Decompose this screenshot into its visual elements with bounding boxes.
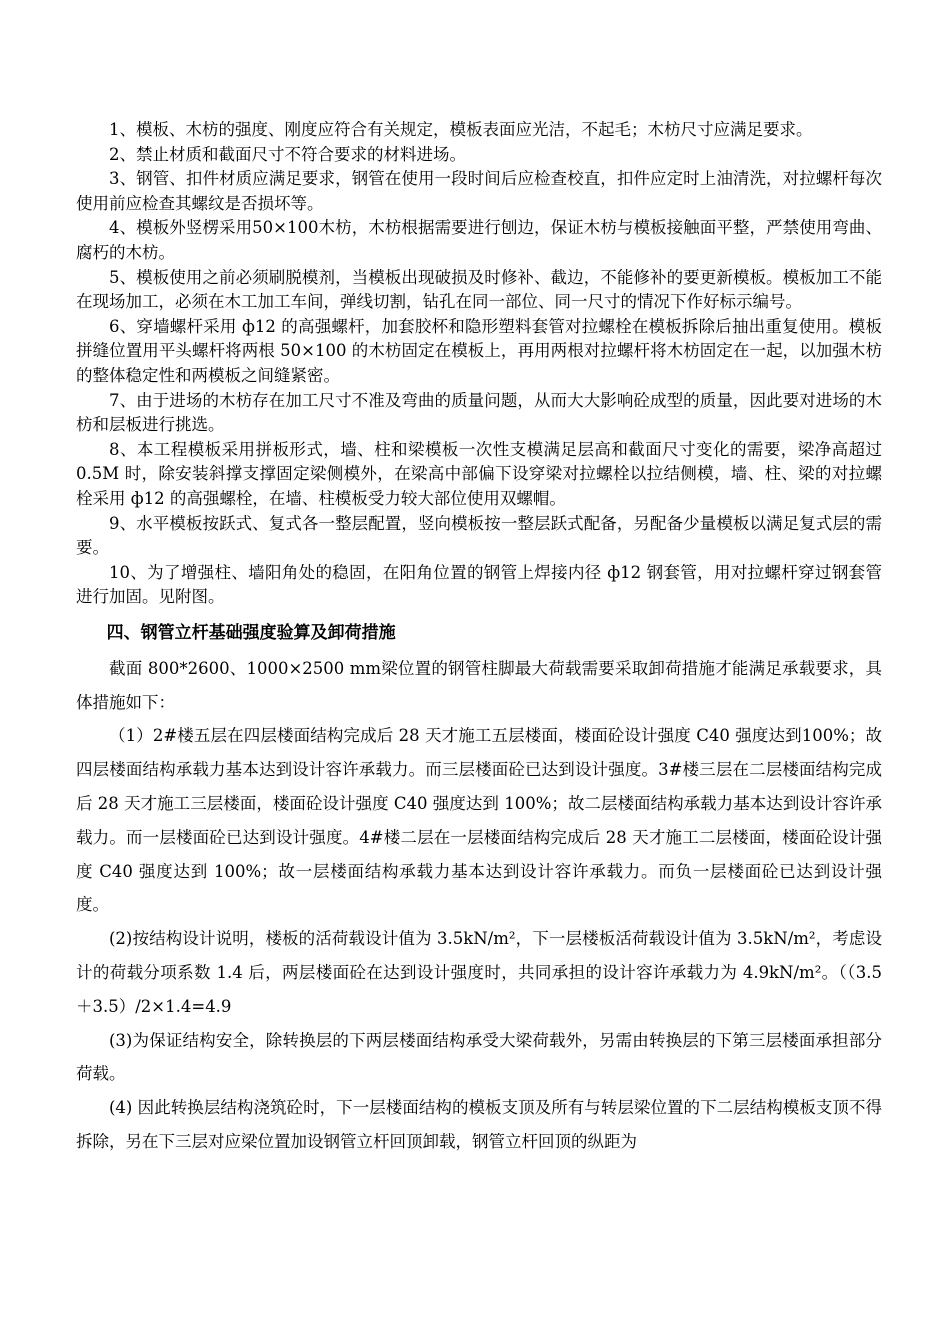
list-item: 9、水平模板按跃式、复式各一整层配置，竖向模板按一整层跃式配备，另配备少量模板以满足复式层的需要。 — [76, 513, 882, 558]
list-item: 1、模板、木枋的强度、刚度应符合有关规定，模板表面应光洁，不起毛；木枋尺寸应满足要求。 — [109, 120, 813, 139]
paragraph: (3)为保证结构安全，除转换层的下两层楼面结构承受大梁荷载外，另需由转换层的下第三层楼面承担部分荷载。 — [76, 1030, 882, 1084]
paragraph: (2)按结构设计说明，楼板的活荷载设计值为 3.5kN/m²，下一层楼板活荷载设计值为 3.5kN/m²，考虑设计的荷载分项系数 1.4 后，两层楼面砼在达到设计强度时，共同承担的设计容许承载力为 4.9kN/m²。（（3.5＋3.5）/2×1.4=4.9 — [76, 929, 882, 1016]
paragraph: 截面 800*2600、1000×2500 mm梁位置的钢管柱脚最大荷载需要采取卸荷措施才能满足承载要求，具体措施如下： — [76, 658, 882, 712]
list-item: 10、为了增强柱、墙阳角处的稳固，在阳角位置的钢管上焊接内径 ф12 钢套管，用对拉螺杆穿过钢套管进行加固。见附图。 — [76, 562, 882, 607]
list-item: 3、钢管、扣件材质应满足要求，钢管在使用一段时间后应检查校直，扣件应定时上油清洗，对拉螺杆每次使用前应检查其螺纹是否损坏等。 — [76, 169, 882, 213]
section-body — [76, 652, 882, 1159]
document-page — [76, 118, 882, 1159]
section-heading: 四、钢管立杆基础强度验算及卸荷措施 — [106, 622, 396, 643]
paragraph: (4) 因此转换层结构浇筑砼时，下一层楼面结构的模板支顶及所有与转层梁位置的下二层结构模板支顶不得拆除，另在下三层对应梁位置加设钢管立杆回顶卸载，钢管立杆回顶的纵距为 — [76, 1098, 882, 1152]
list-item: 6、穿墙螺杆采用 ф12 的高强螺杆，加套胶杯和隐形塑料套管对拉螺栓在模板拆除后抽出重复使用。模板拼缝位置用平头螺杆将两根 50×100 的木枋固定在模板上，再用两根对拉螺杆将木枋固定在一起，以加强木枋的整体稳定性和两模板之间缝紧密。 — [76, 316, 882, 385]
paragraph: （1）2#楼五层在四层楼面结构完成后 28 天才施工五层楼面，楼面砼设计强度 C40 强度达到100%；故四层楼面结构承载力基本达到设计容许承载力。而三层楼面砼已达到设计强度。3#楼三层在二层楼面结构完成后 28 天才施工三层楼面，楼面砼设计强度 C40 强度达到 100%；故二层楼面结构承载力基本达到设计容许承载力。而一层楼面砼已达到设计强度。4#楼二层在一层楼面结构完成后 28 天才施工二层楼面，楼面砼设计强度 C40 强度达到 100%；故一层楼面结构承载力基本达到设计容许承载力。而负一层楼面砼已达到设计强度。 — [76, 726, 882, 915]
formwork-requirements-list — [76, 118, 882, 610]
list-item: 4、模板外竖楞采用50×100木枋，木枋根据需要进行刨边，保证木枋与模板接触面平整，严禁使用弯曲、腐朽的木枋。 — [76, 218, 882, 262]
list-item: 8、本工程模板采用拼板形式，墙、柱和梁模板一次性支模满足层高和截面尺寸变化的需要，梁净高超过 0.5M 时，除安装斜撑支撑固定梁侧模外，在梁高中部偏下设穿梁对拉螺栓以拉结侧模，墙、柱、梁的对拉螺栓采用 ф12 的高强螺栓，在墙、柱模板受力较大部位使用双螺帽。 — [76, 439, 882, 508]
list-item: 5、模板使用之前必须刷脱模剂，当模板出现破损及时修补、截边，不能修补的要更新模板。模板加工不能在现场加工，必须在木工加工车间，弹线切割，钻孔在同一部位、同一尺寸的情况下作好标示编号。 — [76, 267, 882, 312]
list-item: 7、由于进场的木枋存在加工尺寸不准及弯曲的质量问题，从而大大影响砼成型的质量，因此要对进场的木枋和层板进行挑选。 — [76, 390, 882, 435]
list-item: 2、禁止材质和截面尺寸不符合要求的材料进场。 — [109, 144, 466, 164]
